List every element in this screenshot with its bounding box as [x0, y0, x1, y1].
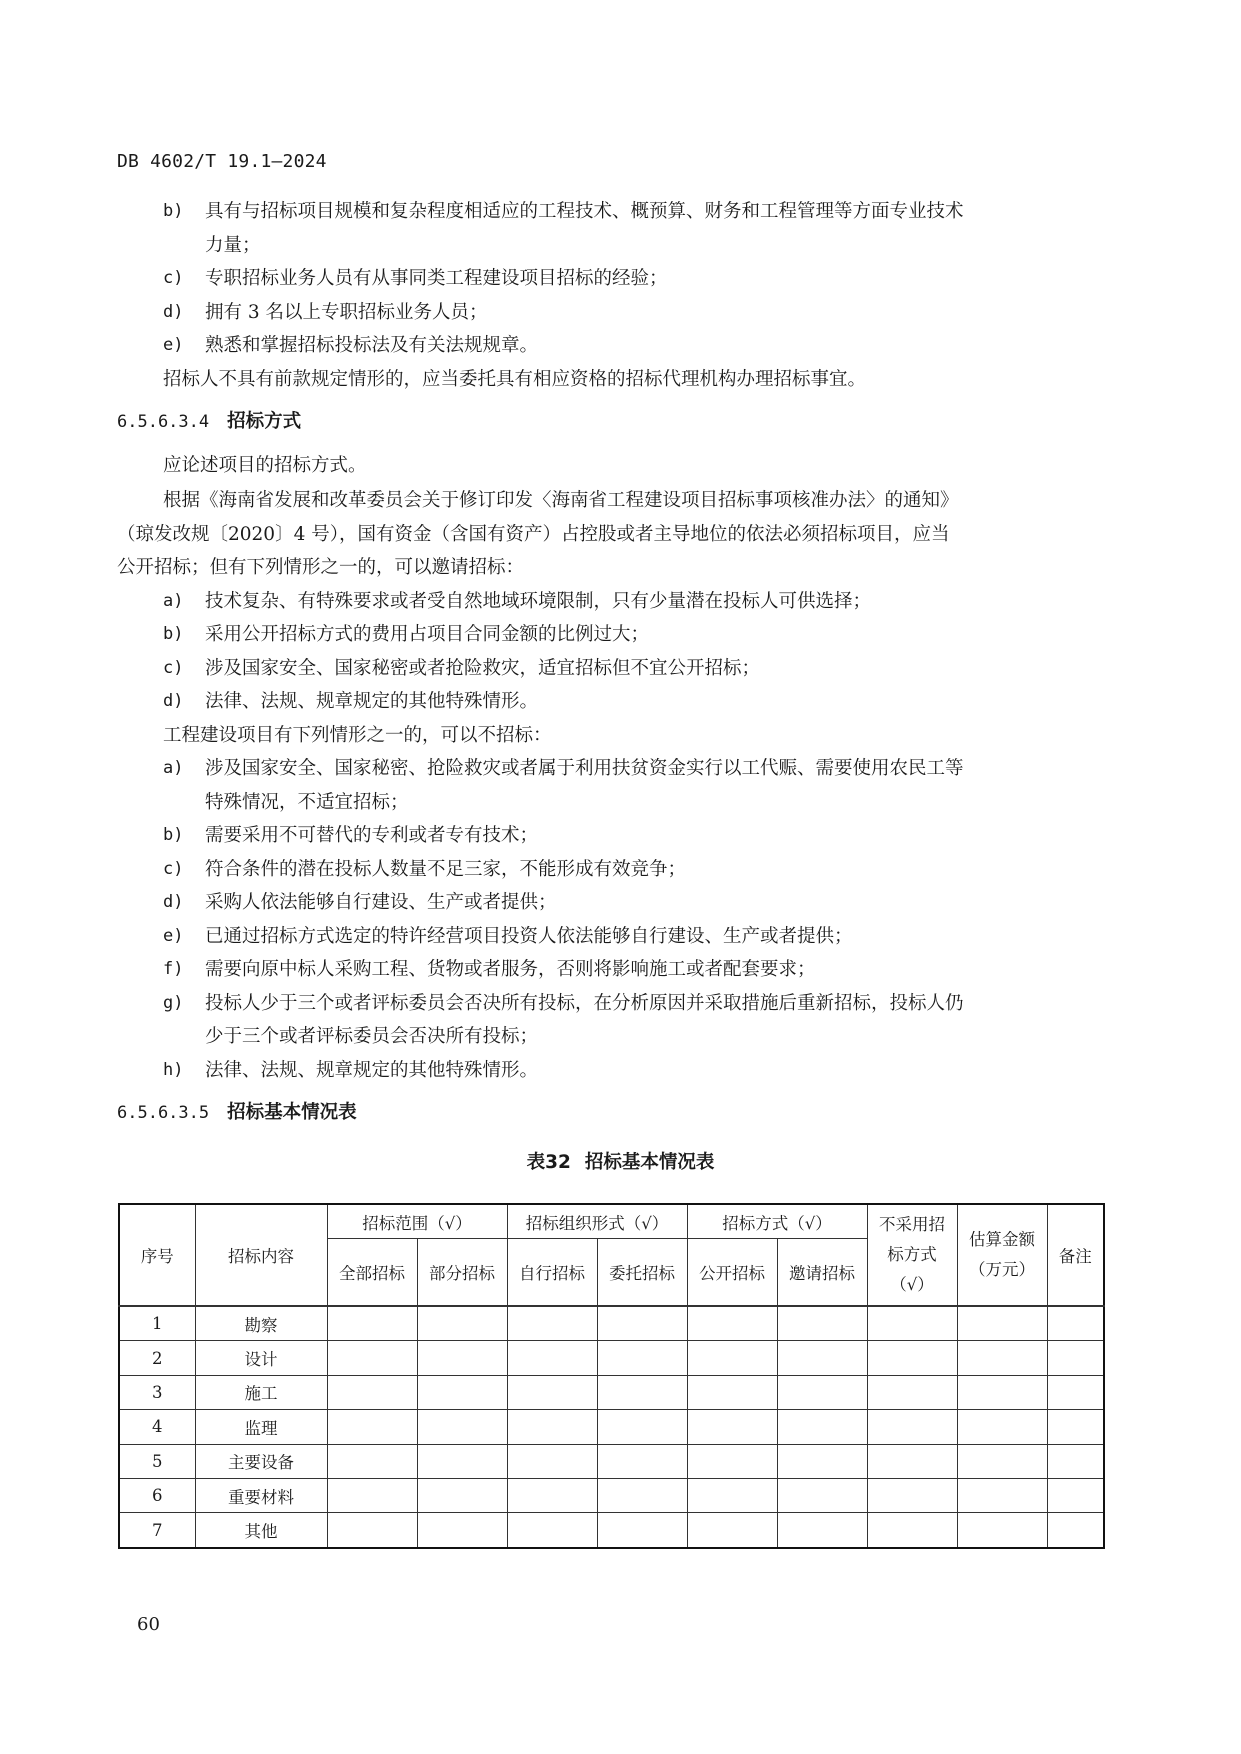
cell-content: 施工 [195, 1375, 327, 1409]
cell-empty[interactable] [1047, 1375, 1104, 1409]
cell-empty[interactable] [777, 1410, 867, 1444]
list-item: g) 投标人少于三个或者评标委员会否决所有投标，在分析原因并采取措施后重新招标，投标人仍 [163, 992, 964, 1014]
list-item: d) 法律、法规、规章规定的其他特殊情形。 [163, 691, 539, 712]
cell-empty[interactable] [417, 1478, 507, 1512]
cell-empty[interactable] [597, 1341, 687, 1375]
paragraph-line: 公开招标；但有下列情形之一的，可以邀请招标： [117, 557, 525, 578]
cell-empty[interactable] [687, 1375, 777, 1409]
cell-empty[interactable] [507, 1306, 597, 1341]
paragraph: 招标人不具有前款规定情形的，应当委托具有相应资格的招标代理机构办理招标事宜。 [163, 368, 867, 390]
cell-seq: 2 [119, 1341, 195, 1375]
table-row [119, 1513, 1104, 1548]
cell-empty[interactable] [1047, 1410, 1104, 1444]
cell-empty[interactable] [867, 1478, 957, 1512]
cell-seq: 7 [119, 1513, 195, 1548]
list-item: b) 采用公开招标方式的费用占项目合同金额的比例过大； [163, 624, 650, 645]
cell-empty[interactable] [867, 1306, 957, 1341]
cell-empty[interactable] [507, 1444, 597, 1478]
cell-content: 重要材料 [195, 1478, 327, 1512]
cell-empty[interactable] [1047, 1478, 1104, 1512]
cell-empty[interactable] [957, 1513, 1047, 1548]
cell-empty[interactable] [957, 1410, 1047, 1444]
header-org-entrusted: 委托招标 [597, 1239, 687, 1307]
list-item: a) 技术复杂、有特殊要求或者受自然地域环境限制，只有少量潜在投标人可供选择； [163, 590, 872, 612]
cell-empty[interactable] [507, 1478, 597, 1512]
cell-empty[interactable] [597, 1444, 687, 1478]
cell-empty[interactable] [957, 1341, 1047, 1375]
table-row [119, 1341, 1104, 1375]
header-method-group: 招标方式（√） [687, 1204, 867, 1239]
cell-empty[interactable] [777, 1341, 867, 1375]
exempt-tender-list [117, 752, 1102, 1087]
cell-empty[interactable] [687, 1444, 777, 1478]
cell-empty[interactable] [417, 1513, 507, 1548]
cell-empty[interactable] [327, 1478, 417, 1512]
cell-empty[interactable] [507, 1410, 597, 1444]
cell-empty[interactable] [777, 1306, 867, 1341]
header-scope-group: 招标范围（√） [327, 1204, 507, 1239]
section-heading: 6.5.6.3.5 招标基本情况表 [117, 1102, 357, 1123]
cell-empty[interactable] [687, 1410, 777, 1444]
cell-empty[interactable] [777, 1444, 867, 1478]
cell-empty[interactable] [507, 1341, 597, 1375]
table-row [119, 1478, 1104, 1512]
page-number: 60 [137, 1614, 160, 1635]
header-estimated-amount: 估算金额 （万元） [957, 1204, 1047, 1306]
cell-empty[interactable] [597, 1410, 687, 1444]
cell-empty[interactable] [867, 1513, 957, 1548]
header-method-invite: 邀请招标 [777, 1239, 867, 1307]
cell-empty[interactable] [417, 1341, 507, 1375]
cell-empty[interactable] [597, 1306, 687, 1341]
list-item: a) 涉及国家安全、国家秘密、抢险救灾或者属于利用扶贫资金实行以工代赈、需要使用农民工等 [163, 758, 964, 779]
paragraph: 应论述项目的招标方式。 [163, 455, 367, 476]
table-row [119, 1306, 1104, 1341]
cell-empty[interactable] [327, 1341, 417, 1375]
cell-empty[interactable] [417, 1444, 507, 1478]
cell-empty[interactable] [1047, 1513, 1104, 1548]
cell-empty[interactable] [867, 1410, 957, 1444]
list-item: c) 符合条件的潜在投标人数量不足三家，不能形成有效竞争； [163, 858, 687, 880]
table-body [119, 1306, 1104, 1548]
cell-empty[interactable] [687, 1306, 777, 1341]
cell-content: 监理 [195, 1410, 327, 1444]
cell-empty[interactable] [687, 1341, 777, 1375]
paragraph: 工程建设项目有下列情形之一的，可以不招标： [163, 724, 552, 746]
cell-content: 主要设备 [195, 1444, 327, 1478]
cell-empty[interactable] [1047, 1341, 1104, 1375]
cell-empty[interactable] [417, 1410, 507, 1444]
paragraph-line: 根据《海南省发展和改革委员会关于修订印发〈海南省工程建设项目招标事项核准办法〉的通知》 [163, 490, 959, 511]
cell-empty[interactable] [777, 1478, 867, 1512]
list-item: d) 采购人依法能够自行建设、生产或者提供； [163, 892, 557, 913]
qualification-list [117, 195, 1102, 363]
header-org-group: 招标组织形式（√） [507, 1204, 687, 1239]
table-row [119, 1410, 1104, 1444]
cell-empty[interactable] [327, 1375, 417, 1409]
cell-empty[interactable] [327, 1444, 417, 1478]
cell-empty[interactable] [327, 1410, 417, 1444]
cell-content: 其他 [195, 1513, 327, 1548]
document-code: DB 4602/T 19.1—2024 [117, 151, 327, 172]
cell-seq: 4 [119, 1410, 195, 1444]
header-remarks: 备注 [1047, 1204, 1104, 1306]
table-row [119, 1444, 1104, 1478]
header-content: 招标内容 [195, 1204, 327, 1306]
section-heading: 6.5.6.3.4 招标方式 [117, 411, 302, 432]
paragraph-line: （琼发改规〔2020〕4 号），国有资金（含国有资产）占控股或者主导地位的依法必须招标项目，应当 [117, 523, 950, 545]
header-scope-full: 全部招标 [327, 1239, 417, 1307]
tender-overview-table [118, 1203, 1105, 1549]
cell-empty[interactable] [957, 1478, 1047, 1512]
list-item: e) 已通过招标方式选定的特许经营项目投资人依法能够自行建设、生产或者提供； [163, 925, 853, 947]
cell-empty[interactable] [957, 1375, 1047, 1409]
invite-tender-list [117, 585, 1102, 719]
list-item-continuation: 少于三个或者评标委员会否决所有投标； [205, 1026, 539, 1047]
list-item: d) 拥有 3 名以上专职招标业务人员； [163, 301, 488, 323]
header-no-tender: 不采用招 标方式 （√） [867, 1204, 957, 1306]
cell-empty[interactable] [777, 1513, 867, 1548]
list-item: e) 熟悉和掌握招标投标法及有关法规规章。 [163, 335, 539, 356]
cell-seq: 6 [119, 1478, 195, 1512]
cell-empty[interactable] [957, 1444, 1047, 1478]
cell-empty[interactable] [507, 1375, 597, 1409]
header-method-open: 公开招标 [687, 1239, 777, 1307]
cell-empty[interactable] [597, 1513, 687, 1548]
document-body [117, 195, 1102, 1139]
cell-empty[interactable] [957, 1306, 1047, 1341]
cell-empty[interactable] [687, 1478, 777, 1512]
cell-empty[interactable] [327, 1306, 417, 1341]
header-seq: 序号 [119, 1204, 195, 1306]
cell-content: 勘察 [195, 1306, 327, 1341]
cell-empty[interactable] [507, 1513, 597, 1548]
list-item: b) 需要采用不可替代的专利或者专有技术； [163, 825, 539, 846]
cell-seq: 5 [119, 1444, 195, 1478]
table-caption: 表32 招标基本情况表 [526, 1152, 715, 1173]
cell-empty[interactable] [597, 1478, 687, 1512]
header-scope-partial: 部分招标 [417, 1239, 507, 1307]
list-item: b) 具有与招标项目规模和复杂程度相适应的工程技术、概预算、财务和工程管理等方面专业技术 [163, 201, 964, 222]
header-org-self: 自行招标 [507, 1239, 597, 1307]
cell-seq: 3 [119, 1375, 195, 1409]
cell-empty[interactable] [687, 1513, 777, 1548]
table-row [119, 1375, 1104, 1409]
list-item: c) 涉及国家安全、国家秘密或者抢险救灾，适宜招标但不宜公开招标； [163, 657, 761, 679]
cell-empty[interactable] [867, 1444, 957, 1478]
cell-empty[interactable] [417, 1306, 507, 1341]
list-item: h) 法律、法规、规章规定的其他特殊情形。 [163, 1059, 539, 1081]
list-item-continuation: 力量； [205, 234, 261, 256]
list-item-continuation: 特殊情况，不适宜招标； [205, 791, 409, 813]
list-item: f) 需要向原中标人采购工程、货物或者服务，否则将影响施工或者配套要求； [163, 959, 816, 980]
cell-empty[interactable] [327, 1513, 417, 1548]
cell-empty[interactable] [867, 1341, 957, 1375]
cell-empty[interactable] [597, 1375, 687, 1409]
cell-content: 设计 [195, 1341, 327, 1375]
cell-seq: 1 [119, 1306, 195, 1341]
cell-empty[interactable] [867, 1375, 957, 1409]
cell-empty[interactable] [417, 1375, 507, 1409]
list-item: c) 专职招标业务人员有从事同类工程建设项目招标的经验； [163, 268, 668, 289]
cell-empty[interactable] [777, 1375, 867, 1409]
cell-empty[interactable] [1047, 1306, 1104, 1341]
cell-empty[interactable] [1047, 1444, 1104, 1478]
